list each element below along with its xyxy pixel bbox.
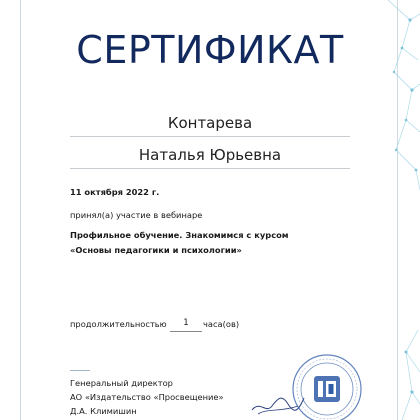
event-date: 11 октября 2022 г.: [70, 187, 160, 197]
recipient-surname: Контарева: [167, 114, 253, 132]
given-names-underline: [70, 168, 350, 169]
duration-unit: часа(ов): [203, 319, 240, 329]
participation-text: принял(а) участие в вебинаре: [70, 210, 203, 220]
duration-label: продолжительностью: [70, 319, 167, 329]
signatory-organization: АО «Издательство «Просвещение»: [70, 392, 224, 402]
webinar-title-line1: Профильное обучение. Знакомимся с курсом: [70, 230, 289, 240]
publisher-stamp: [290, 352, 364, 420]
signatory-divider: [70, 370, 90, 371]
recipient-given-names: Наталья Юрьевна: [138, 146, 282, 164]
duration-value: 1: [183, 318, 189, 328]
signatory-name: Д.А. Климишин: [70, 406, 137, 416]
certificate-title: СЕРТИФИКАТ: [76, 28, 344, 72]
surname-underline: [70, 136, 350, 137]
duration-underline: [170, 331, 202, 332]
signatory-position: Генеральный директор: [70, 378, 173, 388]
webinar-title-line2: «Основы педагогики и психологии»: [70, 245, 242, 255]
